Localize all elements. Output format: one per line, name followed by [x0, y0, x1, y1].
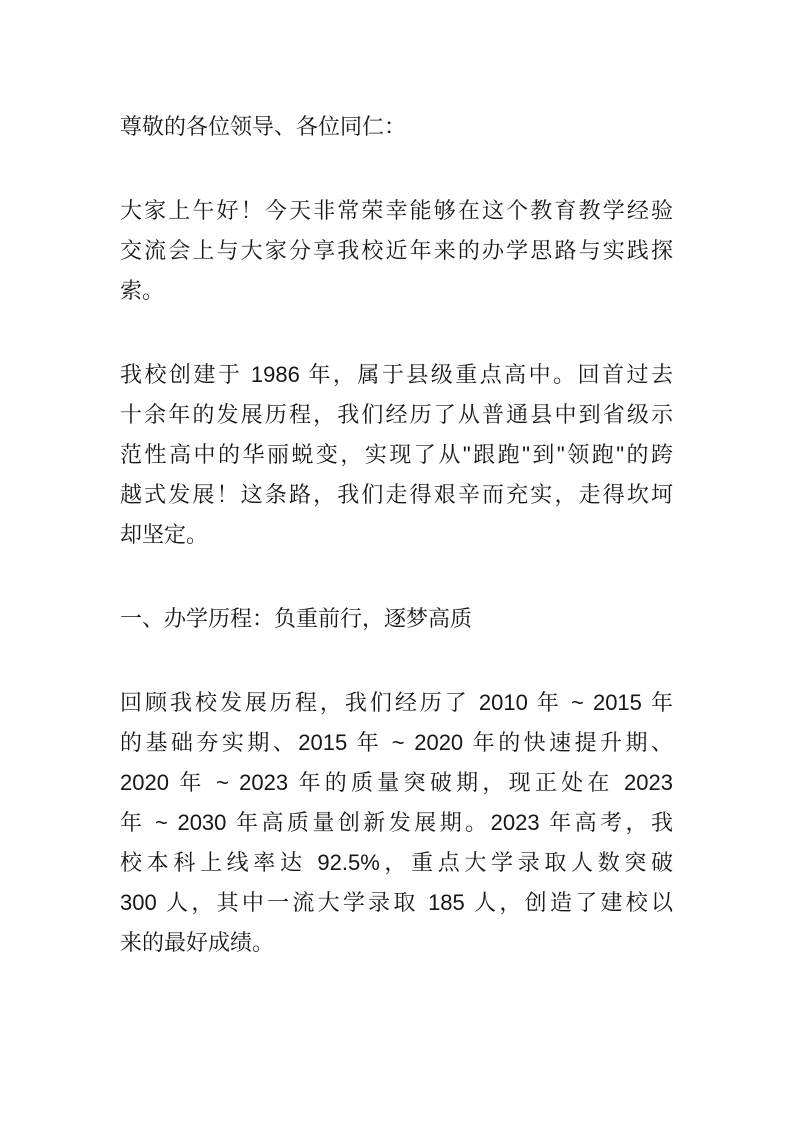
paragraph-salutation	[120, 107, 673, 147]
text-line: 索。	[120, 278, 165, 303]
text-line: 校本科上线率达 92.5%，重点大学录取人数突破	[120, 850, 673, 875]
text-line: 来的最好成绩。	[120, 930, 275, 955]
paragraph-development-stages	[120, 683, 673, 963]
paragraph-greeting	[120, 191, 673, 311]
text-line: 尊敬的各位领导、各位同仁：	[120, 114, 407, 139]
text-line: 一、办学历程：负重前行，逐梦高质	[120, 606, 473, 631]
text-line: 我校创建于 1986 年，属于县级重点高中。回首过去	[120, 362, 673, 387]
text-line: 300 人，其中一流大学录取 185 人，创造了建校以	[120, 890, 673, 915]
text-line: 交流会上与大家分享我校近年来的办学思路与实践探	[120, 238, 673, 263]
section-heading	[120, 599, 673, 639]
text-line: 2020 年 ~ 2023 年的质量突破期，现正处在 2023	[120, 770, 673, 795]
text-line: 的基础夯实期、2015 年 ~ 2020 年的快速提升期、	[120, 730, 673, 755]
paragraph-school-history	[120, 355, 673, 555]
text-line: 回顾我校发展历程，我们经历了 2010 年 ~ 2015 年	[120, 690, 673, 715]
text-line: 越式发展！这条路，我们走得艰辛而充实，走得坎坷	[120, 482, 673, 507]
text-line: 大家上午好！今天非常荣幸能够在这个教育教学经验	[120, 198, 673, 223]
text-line: 十余年的发展历程，我们经历了从普通县中到省级示	[120, 402, 673, 427]
text-line: 范性高中的华丽蜕变，实现了从"跟跑"到"领跑"的跨	[120, 442, 673, 467]
text-line: 却坚定。	[120, 522, 209, 547]
text-line: 年 ~ 2030 年高质量创新发展期。2023 年高考，我	[120, 810, 673, 835]
